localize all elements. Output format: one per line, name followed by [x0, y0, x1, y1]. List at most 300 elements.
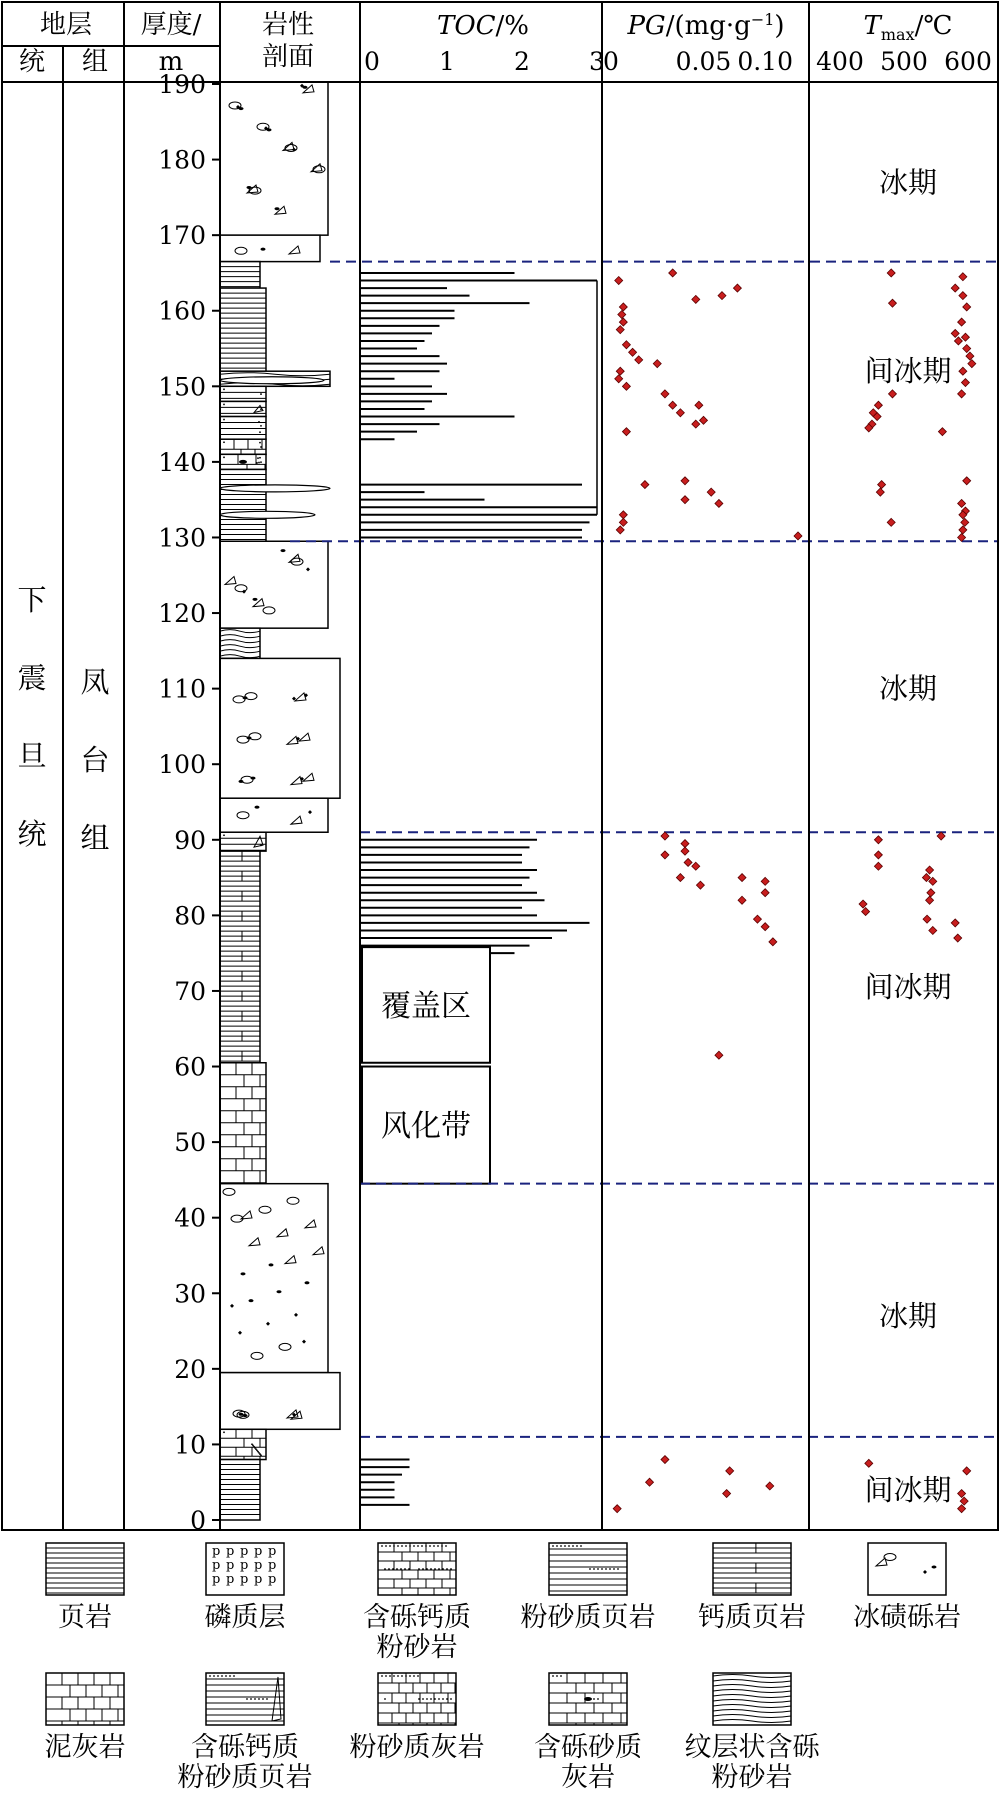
lithology-bg — [220, 832, 266, 851]
pattern-dot — [418, 1568, 420, 1570]
pattern-dot — [251, 1443, 253, 1445]
legend-item-gravel-calc-siltstone — [363, 1543, 471, 1663]
pattern-clast — [584, 1697, 592, 1701]
pattern-dot — [259, 431, 261, 433]
depth-tick-label: 160 — [158, 296, 206, 326]
zone-label: 冰期 — [878, 165, 938, 200]
pattern-dot — [246, 1698, 248, 1700]
pattern-dot — [450, 1568, 452, 1570]
pattern-dot — [560, 1545, 562, 1547]
pattern-clast — [239, 107, 244, 110]
tmax-point — [874, 401, 882, 409]
toc-x-tick: 1 — [439, 47, 455, 76]
zone-label: 间冰期 — [864, 1472, 952, 1507]
pattern-dot — [433, 1545, 435, 1547]
header-thickness: 厚度/ — [140, 10, 202, 40]
pattern-dot — [400, 1568, 402, 1570]
pattern-clast — [253, 598, 258, 601]
zone-label: 冰期 — [878, 1298, 938, 1333]
pattern-dot — [560, 1675, 562, 1677]
pattern-glyph: p — [212, 1544, 221, 1559]
pattern-dot — [209, 1675, 211, 1677]
pattern-dot — [556, 1545, 558, 1547]
tmax-point — [966, 352, 974, 360]
tmax-point — [959, 367, 967, 375]
tmax-point — [865, 1459, 873, 1467]
lithology-segment — [220, 235, 320, 261]
pattern-dot — [221, 1675, 223, 1677]
pattern-dot — [413, 1545, 415, 1547]
tmax-x-tick: 500 — [880, 47, 928, 76]
pg-point — [661, 851, 669, 859]
tmax-point — [958, 499, 966, 507]
header-stratum: 地层 — [39, 10, 93, 40]
depth-tick-label: 40 — [174, 1203, 206, 1233]
lithology-lens — [220, 511, 315, 518]
pg-point — [723, 1490, 731, 1498]
pattern-dot — [259, 442, 261, 444]
depth-tick-label: 30 — [174, 1279, 206, 1309]
pg-point — [616, 526, 624, 534]
pg-x-tick: 0 — [603, 47, 619, 76]
pattern-dot — [609, 1568, 611, 1570]
lithology-lens — [220, 485, 330, 492]
tmax-point — [961, 333, 969, 341]
pattern-glyph: p — [226, 1544, 235, 1559]
pattern-dot — [213, 1675, 215, 1677]
pattern-dot — [223, 456, 225, 458]
pattern-dot — [576, 1545, 578, 1547]
pattern-dot — [552, 1545, 554, 1547]
series-char: 统 — [17, 817, 47, 851]
pattern-dot — [217, 1675, 219, 1677]
pattern-dot — [442, 1568, 444, 1570]
lithology-segment — [220, 401, 266, 416]
pattern-dot — [413, 1675, 415, 1677]
pattern-dot — [257, 457, 259, 459]
tmax-point — [859, 900, 867, 908]
header-thickness-unit: m — [158, 47, 184, 77]
table-frame — [2, 2, 998, 1530]
pg-point — [669, 269, 677, 277]
depth-tick-label: 180 — [158, 145, 206, 175]
lithology-segment — [220, 1460, 260, 1520]
pattern-dot — [389, 1545, 391, 1547]
toc-title — [437, 11, 529, 41]
lithology-lens — [220, 377, 324, 384]
tmax-point — [888, 299, 896, 307]
pg-point — [619, 511, 627, 519]
pg-point — [692, 295, 700, 303]
lithology-segment — [220, 76, 328, 235]
pattern-dot — [430, 1568, 432, 1570]
zone-boundaries — [290, 262, 998, 1437]
lithology-bg — [220, 1429, 266, 1459]
tmax-point — [954, 934, 962, 942]
lithology-bg — [220, 469, 266, 541]
lithology-segment — [220, 439, 266, 454]
pattern-dot — [254, 1698, 256, 1700]
lithology-bg — [220, 386, 266, 401]
legend-label: 泥灰岩 — [44, 1732, 126, 1763]
legend-label: 钙质页岩 — [698, 1602, 806, 1633]
tmax-point — [929, 926, 937, 934]
pg-point — [715, 499, 723, 507]
pattern-dot — [426, 1568, 428, 1570]
formation-char: 台 — [80, 743, 110, 777]
pg-point — [646, 1478, 654, 1486]
tmax-title — [864, 11, 953, 44]
depth-tick-label: 140 — [158, 447, 206, 477]
pattern-dot — [223, 419, 225, 421]
pg-point — [761, 877, 769, 885]
pattern-dot — [392, 1568, 394, 1570]
pg-point — [676, 409, 684, 417]
pg-point — [681, 477, 689, 485]
pattern-dot — [250, 1698, 252, 1700]
pattern-glyph: p — [268, 1572, 277, 1587]
pg-point — [616, 326, 624, 334]
pattern-dot — [597, 1568, 599, 1570]
pattern-dot — [259, 457, 261, 459]
tmax-point — [887, 269, 895, 277]
depth-tick-label: 80 — [174, 901, 206, 931]
pattern-dot — [597, 1698, 599, 1700]
pattern-dot — [384, 1698, 386, 1700]
legend — [45, 1543, 962, 1793]
pg-point — [641, 481, 649, 489]
pg-point — [613, 1505, 621, 1513]
lithology-bg — [220, 235, 320, 261]
pattern-dot — [225, 1675, 227, 1677]
pattern-dot — [385, 1675, 387, 1677]
tmax-point — [888, 390, 896, 398]
pattern-dot — [438, 1698, 440, 1700]
pattern-dot — [388, 1568, 390, 1570]
pg-point — [622, 341, 630, 349]
toc-x-tick: 3 — [589, 47, 605, 76]
tmax-point — [958, 1505, 966, 1513]
pattern-glyph: p — [226, 1572, 235, 1587]
pattern-glyph: p — [254, 1544, 263, 1559]
tmax-point — [862, 908, 870, 916]
depth-tick-label: 10 — [174, 1430, 206, 1460]
pattern-dot — [438, 1568, 440, 1570]
legend-item-tillite — [853, 1543, 961, 1633]
pattern-dot — [405, 1545, 407, 1547]
legend-swatch-bg — [378, 1673, 456, 1725]
lithology-bg — [220, 288, 266, 371]
pattern-dot — [580, 1545, 582, 1547]
legend-item-silty-shale — [521, 1543, 656, 1633]
pattern-dot — [601, 1568, 603, 1570]
pg-point — [681, 496, 689, 504]
pg-point — [769, 938, 777, 946]
tmax-point — [923, 915, 931, 923]
lithology-segment — [220, 1184, 328, 1373]
depth-tick-label: 130 — [158, 523, 206, 553]
tmax-point — [959, 526, 967, 534]
pattern-dot — [397, 1675, 399, 1677]
pattern-clast — [243, 1414, 248, 1417]
pattern-glyph: p — [254, 1558, 263, 1573]
legend-swatch-bg — [46, 1673, 124, 1725]
tmax-point — [874, 851, 882, 859]
header-formation: 组 — [81, 47, 109, 77]
tmax-point — [926, 866, 934, 874]
tmax-point — [929, 877, 937, 885]
tmax-title-var: T — [863, 11, 881, 41]
lithology-bg — [220, 439, 266, 454]
pattern-dot — [441, 1545, 443, 1547]
pattern-dot — [260, 446, 262, 448]
pattern-dot — [381, 1545, 383, 1547]
pg-point — [618, 311, 626, 319]
tmax-point — [960, 1497, 968, 1505]
pg-point — [661, 1456, 669, 1464]
tmax-point — [968, 360, 976, 368]
pattern-glyph: p — [240, 1572, 249, 1587]
legend-label: 粉砂质灰岩 — [349, 1732, 485, 1763]
pattern-dot — [389, 1675, 391, 1677]
pg-point — [738, 896, 746, 904]
toc-notes — [362, 947, 490, 1184]
lithology-column — [220, 76, 340, 1520]
pattern-dot — [417, 1675, 419, 1677]
pattern-dot — [421, 1545, 423, 1547]
lithology-segment — [220, 288, 266, 371]
lithology-segment — [220, 798, 328, 832]
pg-point — [766, 1482, 774, 1490]
lithology-segment — [220, 454, 266, 469]
legend-item-shale — [46, 1543, 124, 1633]
pattern-glyph: p — [226, 1558, 235, 1573]
pg-point — [653, 360, 661, 368]
depth-tick-label: 170 — [158, 221, 206, 251]
legend-label: 磷质层 — [204, 1602, 286, 1633]
legend-item-gravel-limestone — [534, 1673, 642, 1793]
pg-point — [726, 1467, 734, 1475]
pattern-dot — [258, 421, 260, 423]
pattern-dot — [568, 1545, 570, 1547]
tmax-point — [926, 896, 934, 904]
pg-point — [707, 488, 715, 496]
pattern-dot — [393, 1675, 395, 1677]
column-headers — [19, 10, 952, 77]
legend-label: 页岩 — [58, 1602, 112, 1633]
lithology-segment — [220, 1373, 340, 1430]
pg-point — [622, 428, 630, 436]
pattern-dot — [256, 462, 258, 464]
pattern-dot — [260, 425, 262, 427]
pattern-dot — [442, 1698, 444, 1700]
pg-point — [700, 416, 708, 424]
tmax-point — [874, 862, 882, 870]
toc-bars — [360, 273, 597, 1505]
legend-item-calc-shale — [698, 1543, 806, 1633]
tmax-point — [963, 477, 971, 485]
legend-swatch-bg — [46, 1543, 124, 1595]
tmax-point — [951, 284, 959, 292]
pattern-dot — [266, 1698, 268, 1700]
pg-point — [619, 518, 627, 526]
pg-point — [619, 318, 627, 326]
depth-tick-label: 90 — [174, 825, 206, 855]
pg-point — [681, 840, 689, 848]
series-char: 下 — [17, 583, 47, 617]
pattern-clast — [241, 1272, 246, 1275]
formation-char: 凤 — [80, 665, 110, 699]
tmax-point — [963, 303, 971, 311]
lithology-bg — [220, 417, 266, 440]
depth-tick-label: 190 — [158, 70, 206, 99]
toc-x-tick: 0 — [364, 47, 380, 76]
tmax-point — [958, 390, 966, 398]
lithology-bg — [220, 798, 328, 832]
lithology-segment — [220, 1429, 266, 1459]
pattern-dot — [425, 1545, 427, 1547]
lithology-bg — [220, 1373, 340, 1430]
pattern-clast — [255, 806, 260, 809]
depth-tick-label: 50 — [174, 1128, 206, 1158]
tmax-point — [922, 874, 930, 882]
depth-tick-label: 150 — [158, 372, 206, 402]
tmax-title-unit: /℃ — [914, 11, 953, 41]
pattern-clast — [239, 460, 247, 464]
pattern-glyph: p — [254, 1572, 263, 1587]
pattern-dot — [552, 1675, 554, 1677]
legend-item-phosphatic — [205, 1543, 286, 1633]
pattern-dot — [260, 393, 262, 395]
lithology-segment — [220, 1063, 266, 1184]
toc-note-label: 覆盖区 — [381, 988, 471, 1024]
pattern-dot — [258, 1698, 260, 1700]
pg-x-tick: 0.10 — [737, 47, 794, 76]
pattern-dot — [262, 1698, 264, 1700]
tmax-point — [954, 337, 962, 345]
pattern-dot — [593, 1698, 595, 1700]
pattern-dot — [572, 1545, 574, 1547]
tmax-point — [951, 919, 959, 927]
pattern-dot — [381, 1675, 383, 1677]
depth-tick-label: 110 — [158, 674, 206, 704]
legend-item-silty-limestone — [350, 1673, 485, 1763]
lithology-bg — [220, 401, 266, 416]
depth-tick-label: 100 — [158, 750, 206, 780]
pg-point — [692, 862, 700, 870]
pattern-dot — [418, 1698, 420, 1700]
depth-tick-label: 120 — [158, 599, 206, 629]
pattern-glyph: p — [240, 1544, 249, 1559]
pattern-dot — [405, 1675, 407, 1677]
pg-point — [616, 367, 624, 375]
pg-point — [635, 356, 643, 364]
pattern-dot — [613, 1568, 615, 1570]
pattern-dot — [409, 1545, 411, 1547]
pattern-dot — [434, 1568, 436, 1570]
zone-label: 间冰期 — [864, 354, 952, 389]
pattern-dot — [589, 1568, 591, 1570]
tmax-point — [887, 518, 895, 526]
toc-title-var: TOC — [436, 11, 496, 41]
pg-point — [622, 382, 630, 390]
legend-label: 灰岩 — [561, 1762, 615, 1793]
pg-point — [696, 881, 704, 889]
pattern-dot — [429, 1545, 431, 1547]
legend-label: 含砾钙质 — [363, 1602, 471, 1633]
pattern-glyph: p — [212, 1558, 221, 1573]
pattern-dot — [417, 1545, 419, 1547]
pg-point — [615, 277, 623, 285]
tmax-point — [876, 488, 884, 496]
pg-point — [629, 348, 637, 356]
tmax-point — [958, 318, 966, 326]
pattern-dot — [434, 1698, 436, 1700]
legend-item-calc-silty-shale — [178, 1673, 313, 1793]
pattern-dot — [223, 441, 225, 443]
pattern-dot — [446, 1698, 448, 1700]
pattern-dot — [223, 834, 225, 836]
pg-point — [715, 1051, 723, 1059]
tmax-x-tick: 600 — [944, 47, 992, 76]
pg-title — [626, 10, 784, 41]
pattern-dot — [401, 1545, 403, 1547]
pattern-clast — [269, 1263, 274, 1266]
depth-tick-label: 0 — [190, 1506, 206, 1535]
pattern-clast — [303, 86, 308, 89]
pg-title-sup: −1 — [750, 10, 775, 29]
pg-point — [738, 874, 746, 882]
legend-label: 粉砂质页岩 — [520, 1602, 656, 1633]
lithology-segment — [220, 541, 328, 628]
pattern-clast — [305, 1281, 310, 1284]
header-system: 统 — [18, 47, 46, 77]
legend-label: 含砾砂质 — [534, 1732, 642, 1763]
pattern-dot — [385, 1545, 387, 1547]
pattern-clast — [251, 777, 256, 780]
lithology-segment — [220, 417, 266, 440]
pattern-glyph: p — [212, 1572, 221, 1587]
pattern-clast — [261, 248, 266, 251]
pattern-dot — [397, 1545, 399, 1547]
pg-point — [615, 375, 623, 383]
tmax-title-sub: max — [880, 25, 915, 44]
pattern-dot — [223, 1431, 225, 1433]
pattern-dot — [260, 461, 262, 463]
header-lithology: 岩性 — [261, 10, 315, 40]
pattern-dot — [396, 1568, 398, 1570]
pattern-dot — [617, 1568, 619, 1570]
tmax-point — [963, 345, 971, 353]
pg-point — [753, 915, 761, 923]
legend-label: 纹层状含砾 — [684, 1732, 820, 1763]
tmax-point — [874, 836, 882, 844]
pattern-dot — [384, 1568, 386, 1570]
pattern-clast — [281, 549, 286, 552]
pattern-glyph: p — [268, 1544, 277, 1559]
legend-label: 粉砂质页岩 — [177, 1762, 313, 1793]
pg-point — [692, 420, 700, 428]
depth-tick-label: 20 — [174, 1354, 206, 1384]
tmax-point — [927, 889, 935, 897]
tmax-point — [951, 329, 959, 337]
legend-swatch-bg — [713, 1543, 791, 1595]
pattern-dot — [422, 1568, 424, 1570]
lithology-segment — [220, 658, 340, 798]
pattern-dot — [593, 1568, 595, 1570]
lithology-segment — [220, 628, 260, 658]
pattern-dot — [393, 1545, 395, 1547]
